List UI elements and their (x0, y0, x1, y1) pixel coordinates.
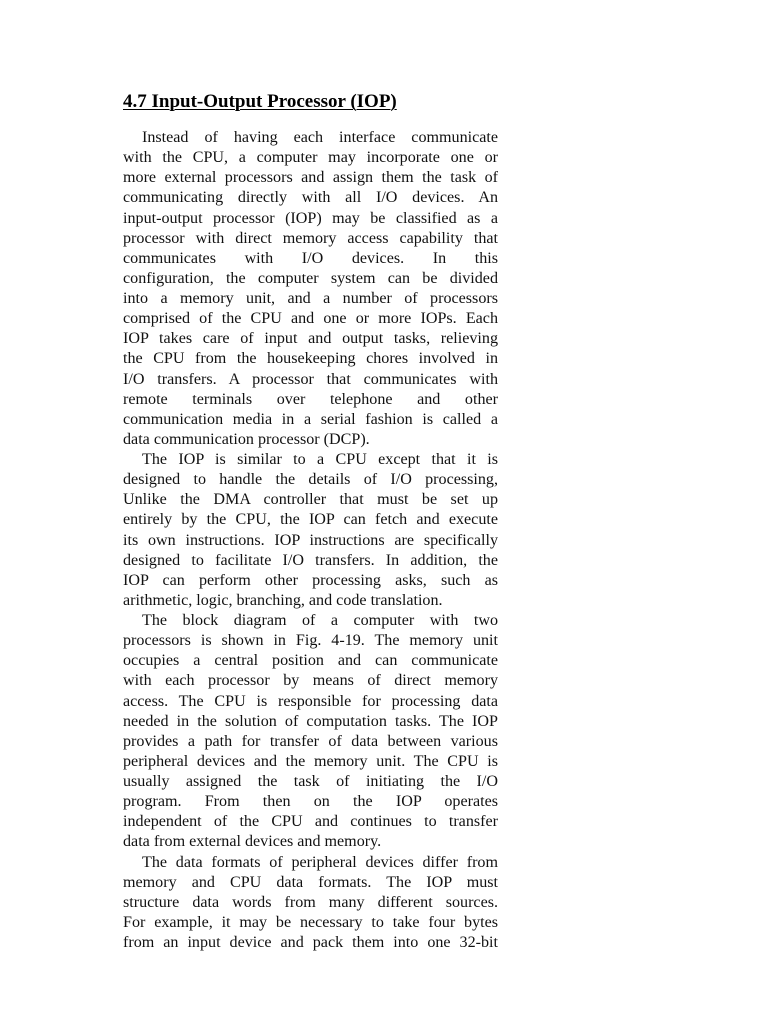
text-line: The data formats of peripheral devices differ from (142, 853, 498, 871)
paragraph (123, 853, 498, 954)
text-line: program. From then on the IOP operates (123, 793, 498, 811)
text-line: peripheral devices and the memory unit. The CPU is (123, 752, 498, 770)
text-line: independent of the CPU and continues to transfer (123, 813, 498, 831)
text-line: occupies a central position and can communicate (123, 652, 498, 670)
text-line: from an input device and pack them into one 32-bit (123, 934, 498, 951)
text-line: its own instructions. IOP instructions are specifically (123, 531, 498, 549)
text-line: I/O transfers. A processor that communicates with (123, 370, 498, 388)
text-line: processors is shown in Fig. 4-19. The memory unit (123, 632, 498, 650)
text-line: remote terminals over telephone and other (123, 390, 498, 408)
text-line: configuration, the computer system can be divided (123, 269, 498, 287)
text-line: communicates with I/O devices. In this (123, 249, 498, 267)
text-line: processor with direct memory access capability that (123, 229, 498, 247)
paragraph (123, 128, 498, 450)
text-line: with the CPU, a computer may incorporate one or (123, 149, 498, 167)
text-line: designed to facilitate I/O transfers. In addition, the (123, 551, 498, 569)
text-line: memory and CPU data formats. The IOP must (123, 873, 498, 891)
text-line: with each processor by means of direct memory (123, 672, 498, 690)
text-line: Unlike the DMA controller that must be set up (123, 491, 498, 509)
text-line: IOP can perform other processing asks, such as (123, 571, 498, 589)
text-line: data from external devices and memory. (123, 833, 382, 851)
section-title: 4.7 Input-Output Processor (IOP) (123, 91, 397, 112)
text-line: For example, it may be necessary to take four bytes (123, 913, 498, 931)
text-line: needed in the solution of computation tasks. The IOP (123, 712, 498, 730)
text-line: access. The CPU is responsible for processing data (123, 692, 498, 710)
text-line: Instead of having each interface communicate (142, 129, 498, 146)
text-line: entirely by the CPU, the IOP can fetch and execute (123, 511, 498, 529)
text-line: provides a path for transfer of data between various (123, 732, 498, 750)
text-line: more external processors and assign them the task of (123, 169, 498, 187)
text-line: structure data words from many different sources. (123, 893, 498, 911)
text-line: comprised of the CPU and one or more IOPs. Each (123, 310, 498, 328)
paragraph (123, 611, 498, 853)
text-line: arithmetic, logic, branching, and code translation. (123, 591, 443, 609)
text-line: communicating directly with all I/O devices. An (123, 189, 498, 207)
body-text (123, 128, 498, 953)
text-line: The block diagram of a computer with two (142, 612, 498, 629)
text-line: the CPU from the housekeeping chores involved in (123, 350, 498, 368)
text-line: designed to handle the details of I/O processing, (123, 471, 498, 489)
text-line: into a memory unit, and a number of processors (123, 290, 498, 307)
text-line: data communication processor (DCP). (123, 430, 370, 448)
text-line: usually assigned the task of initiating the I/O (123, 773, 498, 790)
text-line: communication media in a serial fashion is called a (123, 410, 498, 428)
paragraph (123, 450, 498, 611)
text-line: The IOP is similar to a CPU except that it is (142, 451, 498, 468)
text-line: IOP takes care of input and output tasks, relieving (123, 330, 498, 348)
text-line: input-output processor (IOP) may be classified as a (123, 209, 498, 227)
